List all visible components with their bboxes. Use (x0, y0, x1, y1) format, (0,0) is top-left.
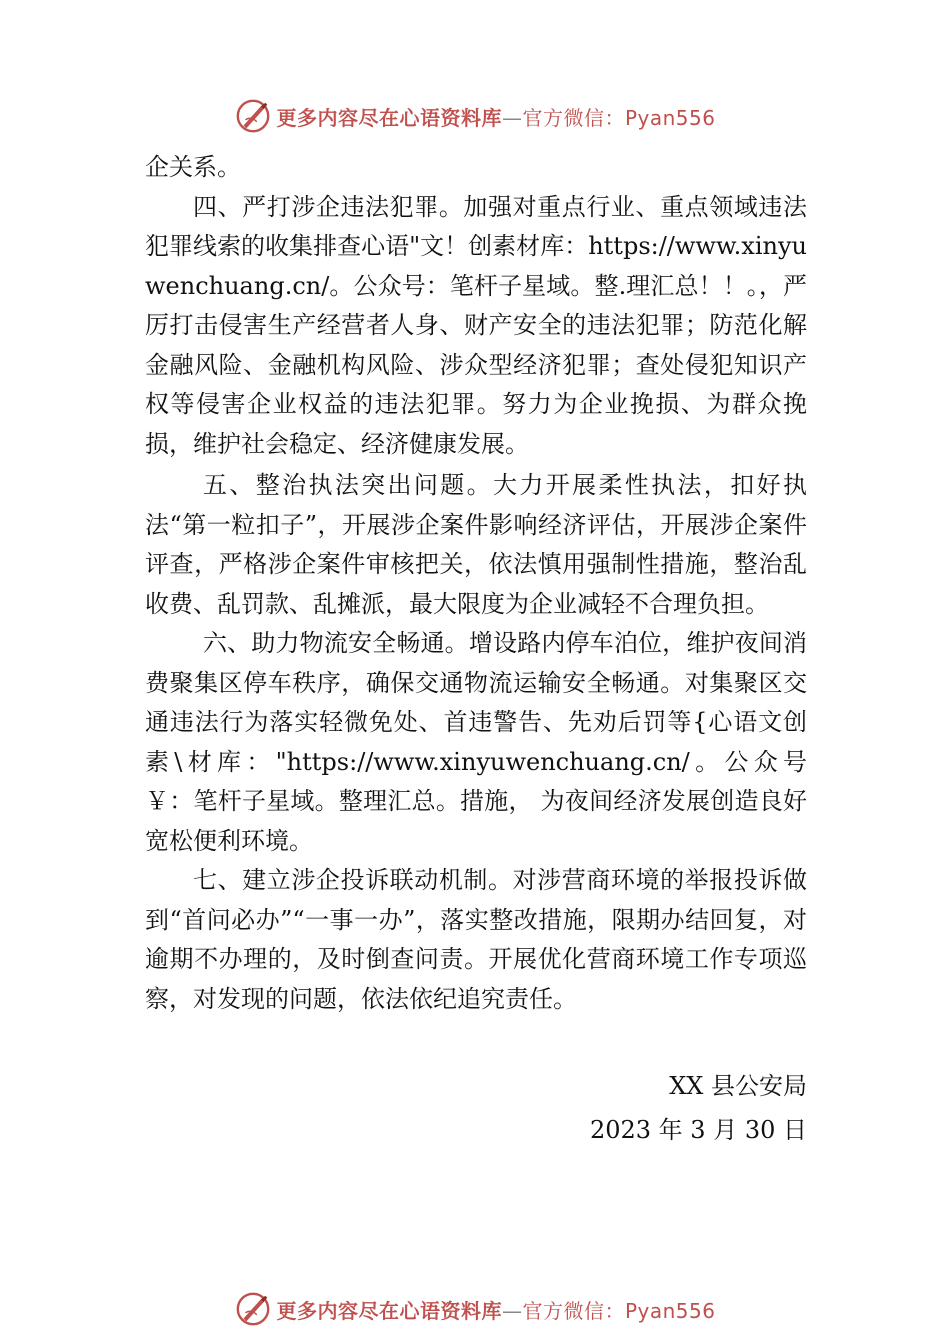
paragraph-item-7: 七、建立涉企投诉联动机制。对涉营商环境的举报投诉做到“首问必办”“一事一办”，落实整改措施，限期办结回复，对逾期不办理的，及时倒查问责。开展优化营商环境工作专项巡察，对发现的问题，依法依纪追究责任。 (145, 866, 807, 1013)
footer-banner-text: 更多内容尽在心语资料库—官方微信：Pyan556 (276, 1298, 716, 1323)
pen-logo-icon (234, 1290, 272, 1328)
paragraph-continuation: 企关系。 (145, 153, 241, 181)
document-body (145, 148, 807, 1019)
paragraph-item-6: 六、助力物流安全畅通。增设路内停车泊位，维护夜间消费聚集区停车秩序，确保交通物流运输安全畅通。对集聚区交通违法行为落实轻微免处、首违警告、先劝后罚等{心语文创素\材库："https://www.xinyuwenchuang.cn/。公众号￥：笔杆子星域。整理汇总。措施， 为夜间经济发展创造良好宽松便利环境。 (145, 629, 807, 855)
signature-date: 2023 年 3 月 30 日 (589, 1116, 807, 1144)
pen-logo-icon (234, 97, 272, 135)
paragraph-item-5: 五、整治执法突出问题。大力开展柔性执法，扣好执法“第一粒扣子”，开展涉企案件影响经济评估，开展涉企案件评查，严格涉企案件审核把关，依法慎用强制性措施，整治乱收费、乱罚款、乱摊派，最大限度为企业减轻不合理负担。 (145, 471, 807, 618)
footer-banner (0, 1287, 950, 1331)
header-banner-text: 更多内容尽在心语资料库—官方微信：Pyan556 (276, 105, 716, 130)
signature-org: XX 县公安局 (669, 1072, 807, 1100)
header-banner (0, 94, 950, 138)
paragraph-item-4: 四、严打涉企违法犯罪。加强对重点行业、重点领域违法犯罪线索的收集排查心语"文！创素材库：https://www.xinyuwenchuang.cn/。公众号：笔杆子星域。整.理汇总！！。，严厉打击侵害生产经营者人身、财产安全的违法犯罪；防范化解金融风险、金融机构风险、涉众型经济犯罪；查处侵犯知识产权等侵害企业权益的违法犯罪。努力为企业挽损、为群众挽损，维护社会稳定、经济健康发展。 (145, 192, 807, 458)
